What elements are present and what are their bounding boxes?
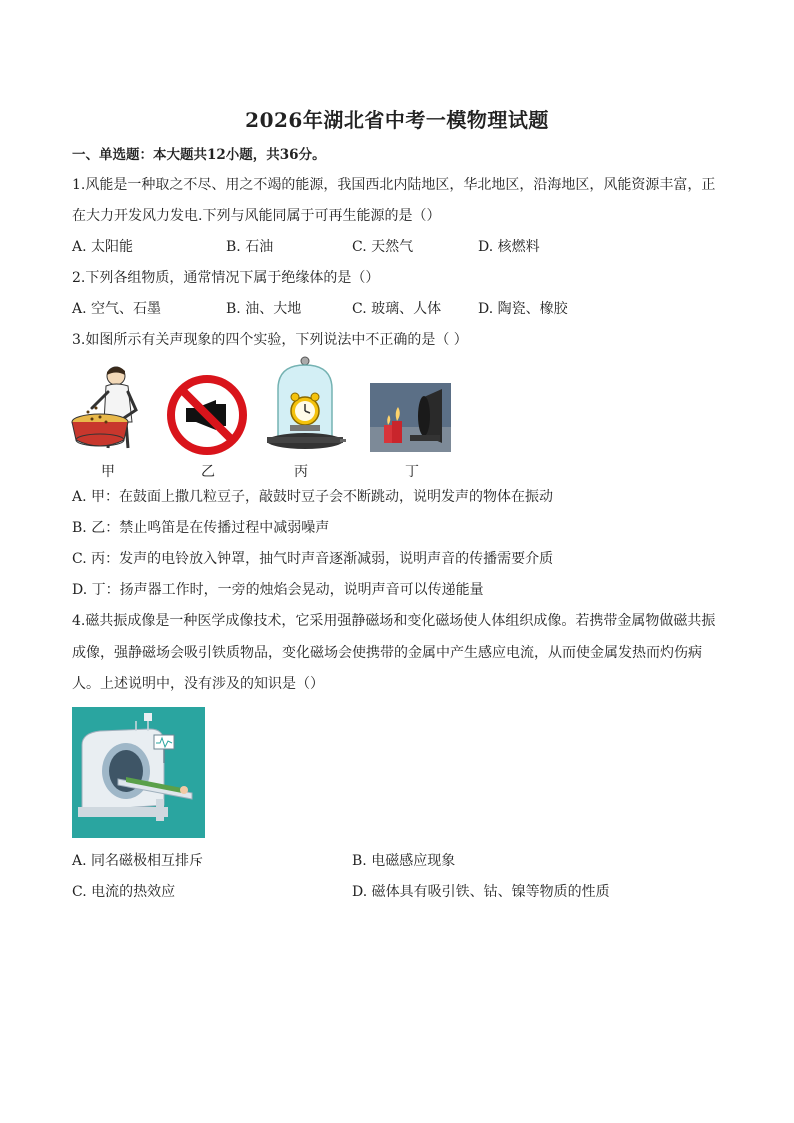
question-4-text-line3: 人。上述说明中，没有涉及的知识是（）	[72, 676, 324, 692]
drum-experiment-figure	[70, 362, 150, 452]
question-4-text-line1: 4.磁共振成像是一种医学成像技术，它采用强静磁场和变化磁场使人体组织成像。若携带金属物做磁共振	[72, 613, 716, 629]
question-2-option-b: B. 油、大地	[226, 301, 302, 317]
question-1-option-c: C. 天然气	[352, 239, 414, 255]
question-2-option-c: C. 玻璃、人体	[352, 301, 442, 317]
mri-scanner-illustration	[72, 707, 205, 838]
question-4-option-a: A. 同名磁极相互排斥	[72, 853, 204, 869]
question-1-option-d: D. 核燃料	[478, 239, 540, 255]
question-4-text-line2: 成像，强静磁场会吸引铁质物品，变化磁场会使携带的金属中产生感应电流，从而使金属发热而灼伤病	[72, 645, 702, 661]
question-3-option-d: D. 丁：扬声器工作时，一旁的烛焰会晃动，说明声音可以传递能量	[72, 582, 484, 598]
question-1-text-line2: 在大力开发风力发电.下列与风能同属于可再生能源的是（）	[72, 208, 441, 224]
figure-caption-yi: 乙	[201, 464, 215, 480]
question-4-option-c: C. 电流的热效应	[72, 884, 176, 900]
question-2-option-a: A. 空气、石墨	[72, 301, 162, 317]
question-1-option-b: B. 石油	[226, 239, 274, 255]
figure-caption-jia: 甲	[101, 464, 115, 480]
question-2-text: 2.下列各组物质，通常情况下属于绝缘体的是（）	[72, 270, 380, 286]
question-1-text-line1: 1.风能是一种取之不尽、用之不竭的能源，我国西北内陆地区，华北地区，沿海地区，风能资源丰富，正	[72, 177, 716, 193]
figure-caption-bing: 丙	[294, 464, 308, 480]
speaker-candle-photo	[370, 383, 451, 452]
bell-jar-figure	[264, 355, 346, 455]
figure-caption-ding: 丁	[405, 464, 419, 480]
question-3-option-b: B. 乙：禁止鸣笛是在传播过程中减弱噪声	[72, 520, 330, 536]
question-3-option-c: C. 丙：发声的电铃放入钟罩，抽气时声音逐渐减弱，说明声音的传播需要介质	[72, 551, 554, 567]
question-4-option-b: B. 电磁感应现象	[352, 853, 456, 869]
section-heading: 一、单选题：本大题共12小题，共36分。	[72, 147, 326, 163]
question-3-option-a: A. 甲：在鼓面上撒几粒豆子，敲鼓时豆子会不断跳动，说明发声的物体在振动	[72, 489, 554, 505]
question-4-option-d: D. 磁体具有吸引铁、钴、镍等物质的性质	[352, 884, 610, 900]
question-3-text: 3.如图所示有关声现象的四个实验，下列说法中不正确的是（ ）	[72, 332, 468, 348]
question-1-option-a: A. 太阳能	[72, 239, 134, 255]
exam-title: 2026年湖北省中考一模物理试题	[245, 108, 549, 132]
no-honking-sign-icon	[166, 374, 248, 456]
question-2-option-d: D. 陶瓷、橡胶	[478, 301, 568, 317]
